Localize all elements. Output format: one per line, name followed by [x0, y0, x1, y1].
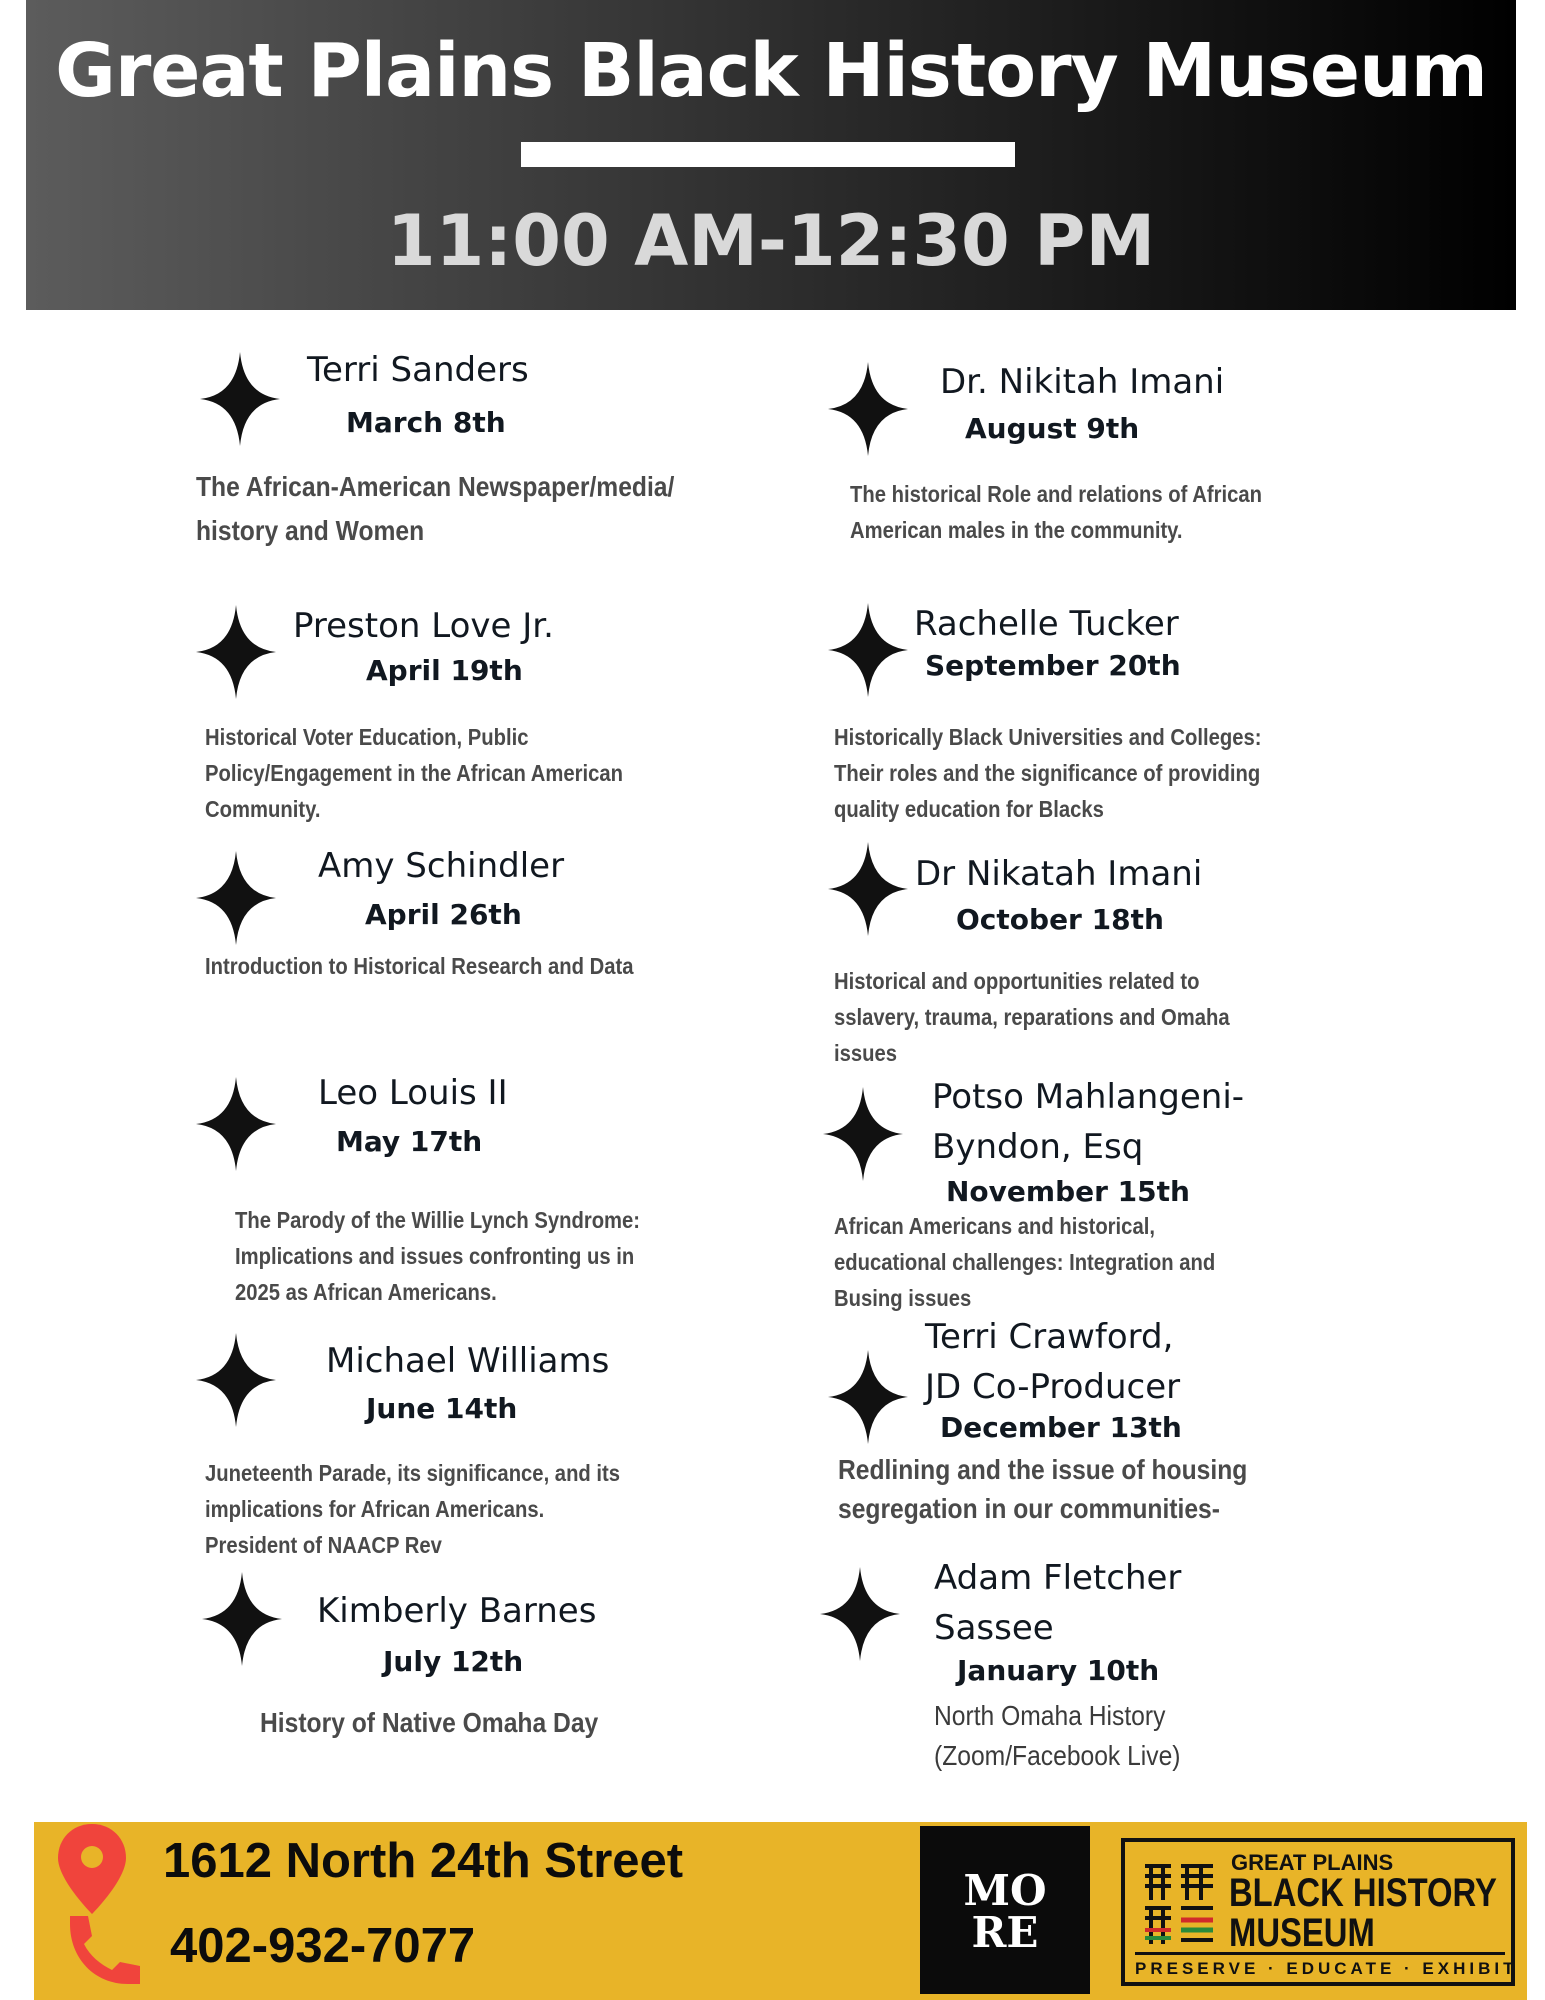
speaker-name: Michael Williams: [326, 1341, 610, 1381]
logo-tagline: PRESERVE · EDUCATE · EXHIBIT: [1135, 1952, 1505, 1979]
event-description: Juneteenth Parade, its significance, and its implications for African Americans. President of NAACP Rev: [205, 1460, 621, 1558]
event-description: North Omaha History (Zoom/Facebook Live): [934, 1700, 1181, 1771]
logo-line-1: GREAT PLAINS: [1231, 1850, 1394, 1875]
phone-number[interactable]: 402-932-7077: [170, 1919, 476, 1973]
event-date: March 8th: [346, 406, 506, 439]
event-date: July 12th: [383, 1645, 524, 1678]
event-description: History of Native Omaha Day: [260, 1707, 599, 1738]
star-icon: [196, 851, 276, 945]
star-icon: [202, 1572, 282, 1666]
speaker-name: Leo Louis II: [318, 1073, 508, 1113]
event-description: Historically Black Universities and Colleges: Their roles and the significance of providing quality education for Blacks: [834, 724, 1262, 822]
star-icon: [828, 1350, 908, 1444]
star-icon: [196, 1333, 276, 1427]
location-pin-icon: [56, 1822, 128, 1918]
speaker-name: Adam Fletcher Sassee: [934, 1558, 1182, 1648]
event-description: Historical and opportunities related to sslavery, trauma, reparations and Omaha issues: [834, 968, 1230, 1066]
speaker-name: Rachelle Tucker: [914, 604, 1179, 644]
star-icon: [196, 605, 276, 699]
speaker-name: Dr. Nikitah Imani: [940, 362, 1225, 402]
logo-pattern-icon: [1141, 1860, 1217, 1946]
museum-logo: [1115, 1830, 1527, 1992]
museum-title: Great Plains Black History Museum: [55, 28, 1487, 114]
event-description: The African-American Newspaper/media/ history and Women: [196, 471, 675, 546]
event-date: April 19th: [366, 654, 523, 687]
event-date: September 20th: [925, 649, 1181, 682]
event-description: African Americans and historical, educational challenges: Integration and Busing issues: [834, 1213, 1216, 1311]
header-banner: [26, 0, 1516, 310]
event-date: June 14th: [366, 1392, 518, 1425]
header-divider: [521, 142, 1015, 167]
star-icon: [828, 842, 908, 936]
event-description: Historical Voter Education, Public Policy/Engagement in the African American Community.: [205, 724, 624, 822]
star-icon: [823, 1087, 903, 1181]
more-logo: MO RE: [920, 1826, 1090, 1994]
speaker-name: Potso Mahlangeni- Byndon, Esq: [932, 1077, 1245, 1167]
event-date: August 9th: [965, 412, 1140, 445]
logo-frame: [1121, 1838, 1518, 1986]
star-icon: [828, 362, 908, 456]
address-text: 1612 North 24th Street: [163, 1834, 684, 1888]
event-description: Redlining and the issue of housing segregation in our communities-: [838, 1454, 1248, 1524]
star-icon: [828, 603, 908, 697]
speaker-name: Dr Nikatah Imani: [915, 854, 1203, 894]
logo-line-2: BLACK HISTORY: [1229, 1871, 1497, 1915]
star-icon: [820, 1567, 900, 1661]
speaker-name: Kimberly Barnes: [317, 1591, 597, 1631]
event-description: The historical Role and relations of African American males in the community.: [850, 481, 1263, 543]
event-date: November 15th: [946, 1175, 1190, 1208]
event-description: Introduction to Historical Research and Data: [205, 953, 634, 979]
logo-line-3: MUSEUM: [1229, 1911, 1375, 1955]
star-icon: [196, 1077, 276, 1171]
event-date: May 17th: [336, 1125, 483, 1158]
event-date: December 13th: [940, 1411, 1182, 1444]
event-description: The Parody of the Willie Lynch Syndrome: Implications and issues confronting us in 2025 as African Americans.: [235, 1207, 641, 1305]
event-date: October 18th: [956, 903, 1164, 936]
event-date: January 10th: [957, 1654, 1160, 1687]
event-date: April 26th: [365, 898, 522, 931]
speaker-name: Terri Sanders: [307, 350, 529, 390]
speaker-name: Preston Love Jr.: [293, 606, 554, 646]
event-time: 11:00 AM-12:30 PM: [386, 200, 1156, 282]
speaker-name: Terri Crawford, JD Co-Producer: [925, 1317, 1181, 1407]
star-icon: [200, 352, 280, 446]
speaker-name: Amy Schindler: [318, 846, 565, 886]
phone-icon: [62, 1912, 144, 1988]
